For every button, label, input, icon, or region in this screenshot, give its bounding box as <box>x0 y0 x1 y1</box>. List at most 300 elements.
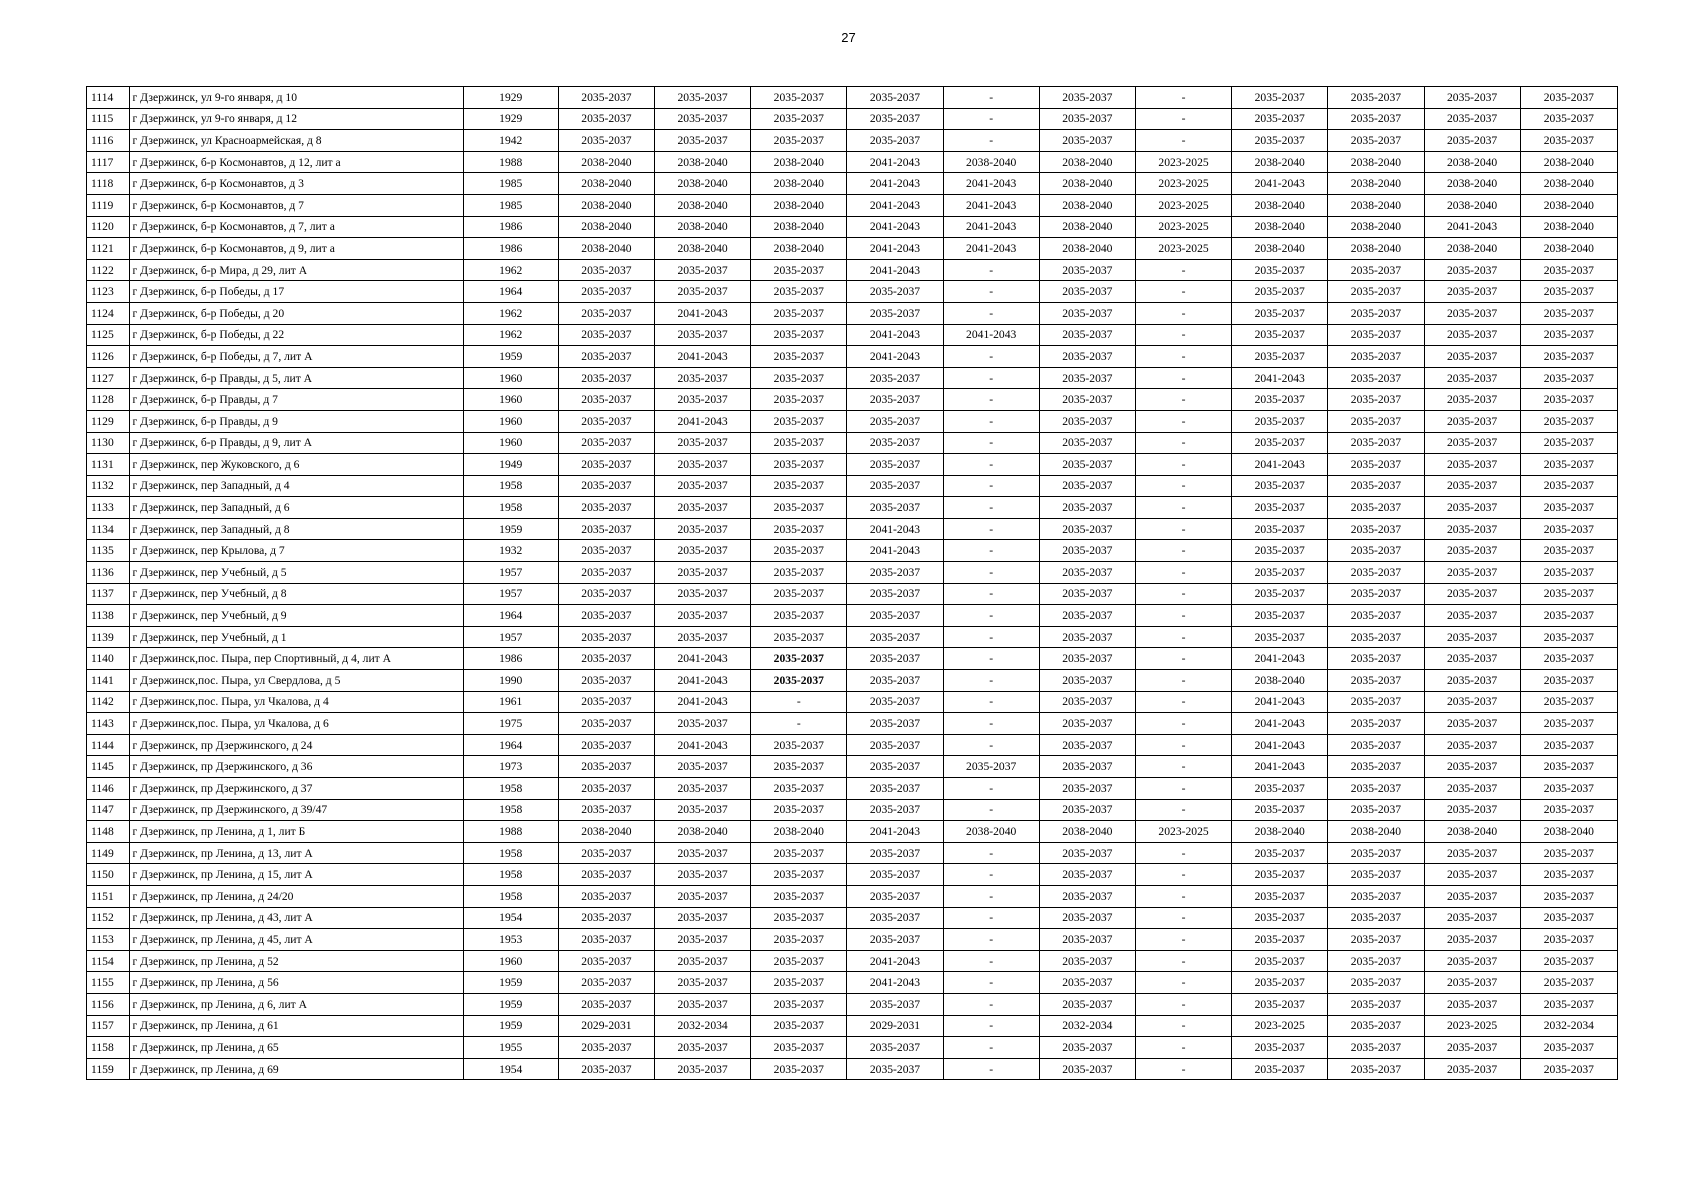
period-cell: 2035-2037 <box>1232 605 1328 627</box>
address-cell: г Дзержинск, б-р Правды, д 7 <box>129 389 463 411</box>
address-cell: г Дзержинск, б-р Мира, д 29, лит А <box>129 259 463 281</box>
table-row <box>87 648 1618 670</box>
period-cell: 2035-2037 <box>847 389 943 411</box>
address-cell: г Дзержинск, б-р Победы, д 22 <box>129 324 463 346</box>
period-cell: 2035-2037 <box>655 518 751 540</box>
period-cell: 2035-2037 <box>558 907 654 929</box>
period-cell: 2035-2037 <box>1424 799 1520 821</box>
period-cell: 2035-2037 <box>1328 1037 1424 1059</box>
period-cell: 2035-2037 <box>1520 907 1617 929</box>
table-row <box>87 1058 1618 1080</box>
period-cell: 2035-2037 <box>1520 130 1617 152</box>
year-cell: 1990 <box>463 670 558 692</box>
period-cell: - <box>943 993 1039 1015</box>
row-number-cell: 1136 <box>87 562 130 584</box>
address-cell: г Дзержинск, б-р Правды, д 9 <box>129 410 463 432</box>
period-cell: - <box>943 518 1039 540</box>
row-number-cell: 1137 <box>87 583 130 605</box>
period-cell: 2035-2037 <box>558 562 654 584</box>
period-cell: 2035-2037 <box>655 367 751 389</box>
row-number-cell: 1151 <box>87 885 130 907</box>
address-cell: г Дзержинск, пер Учебный, д 9 <box>129 605 463 627</box>
period-cell: - <box>1135 907 1231 929</box>
period-cell: 2035-2037 <box>1232 864 1328 886</box>
table-row <box>87 691 1618 713</box>
period-cell: 2035-2037 <box>1520 324 1617 346</box>
period-cell: 2035-2037 <box>1328 410 1424 432</box>
period-cell: 2035-2037 <box>558 367 654 389</box>
row-number-cell: 1141 <box>87 670 130 692</box>
period-cell: 2035-2037 <box>1232 993 1328 1015</box>
period-cell: - <box>1135 108 1231 130</box>
period-cell: 2035-2037 <box>1328 605 1424 627</box>
year-cell: 1964 <box>463 734 558 756</box>
period-cell: 2035-2037 <box>1039 432 1135 454</box>
row-number-cell: 1153 <box>87 929 130 951</box>
table-row <box>87 799 1618 821</box>
period-cell: 2041-2043 <box>655 670 751 692</box>
period-cell: 2035-2037 <box>1520 648 1617 670</box>
period-cell: 2038-2040 <box>751 821 847 843</box>
period-cell: 2035-2037 <box>751 950 847 972</box>
address-cell: г Дзержинск, б-р Космонавтов, д 12, лит а <box>129 151 463 173</box>
period-cell: 2035-2037 <box>558 713 654 735</box>
address-cell: г Дзержинск, б-р Победы, д 17 <box>129 281 463 303</box>
period-cell: - <box>1135 1015 1231 1037</box>
period-cell: 2035-2037 <box>655 626 751 648</box>
period-cell: 2035-2037 <box>751 907 847 929</box>
period-cell: 2038-2040 <box>1424 151 1520 173</box>
period-cell: 2035-2037 <box>751 87 847 109</box>
period-cell: 2035-2037 <box>1232 259 1328 281</box>
address-cell: г Дзержинск, пер Учебный, д 1 <box>129 626 463 648</box>
period-cell: 2035-2037 <box>558 259 654 281</box>
period-cell: 2035-2037 <box>1039 670 1135 692</box>
period-cell: - <box>943 346 1039 368</box>
table-row <box>87 497 1618 519</box>
period-cell: 2035-2037 <box>1232 410 1328 432</box>
period-cell: 2023-2025 <box>1135 821 1231 843</box>
year-cell: 1958 <box>463 778 558 800</box>
address-cell: г Дзержинск,пос. Пыра, ул Свердлова, д 5 <box>129 670 463 692</box>
period-cell: 2035-2037 <box>1520 1058 1617 1080</box>
period-cell: 2023-2025 <box>1232 1015 1328 1037</box>
period-cell: 2035-2037 <box>847 885 943 907</box>
year-cell: 1953 <box>463 929 558 951</box>
period-cell: 2035-2037 <box>1520 626 1617 648</box>
row-number-cell: 1142 <box>87 691 130 713</box>
period-cell: 2041-2043 <box>655 346 751 368</box>
period-cell: 2035-2037 <box>558 346 654 368</box>
period-cell: - <box>1135 648 1231 670</box>
period-cell: 2035-2037 <box>558 302 654 324</box>
row-number-cell: 1139 <box>87 626 130 648</box>
period-cell: - <box>943 562 1039 584</box>
period-cell: 2035-2037 <box>1039 626 1135 648</box>
period-cell: 2035-2037 <box>655 778 751 800</box>
period-cell: - <box>1135 432 1231 454</box>
period-cell: 2038-2040 <box>943 821 1039 843</box>
period-cell: 2035-2037 <box>847 281 943 303</box>
period-cell: 2035-2037 <box>751 799 847 821</box>
period-cell: 2035-2037 <box>1232 130 1328 152</box>
period-cell: 2035-2037 <box>1039 410 1135 432</box>
period-cell: 2035-2037 <box>751 583 847 605</box>
table-row <box>87 324 1618 346</box>
address-cell: г Дзержинск, пр Дзержинского, д 36 <box>129 756 463 778</box>
period-cell: 2035-2037 <box>1039 367 1135 389</box>
period-cell: 2035-2037 <box>1039 929 1135 951</box>
period-cell: 2035-2037 <box>1039 734 1135 756</box>
period-cell: 2035-2037 <box>1520 454 1617 476</box>
period-cell: 2035-2037 <box>1520 562 1617 584</box>
period-cell: 2035-2037 <box>1424 324 1520 346</box>
address-cell: г Дзержинск, пр Ленина, д 1, лит Б <box>129 821 463 843</box>
period-cell: 2035-2037 <box>1424 432 1520 454</box>
period-cell: 2035-2037 <box>655 389 751 411</box>
period-cell: 2035-2037 <box>1424 281 1520 303</box>
table-row <box>87 929 1618 951</box>
period-cell: 2035-2037 <box>751 993 847 1015</box>
row-number-cell: 1155 <box>87 972 130 994</box>
period-cell: - <box>943 972 1039 994</box>
period-cell: 2035-2037 <box>1232 972 1328 994</box>
period-cell: - <box>1135 302 1231 324</box>
period-cell: - <box>1135 389 1231 411</box>
period-cell: 2035-2037 <box>847 734 943 756</box>
period-cell: - <box>1135 324 1231 346</box>
period-cell: 2035-2037 <box>1039 346 1135 368</box>
period-cell: 2038-2040 <box>1520 216 1617 238</box>
row-number-cell: 1145 <box>87 756 130 778</box>
address-cell: г Дзержинск, ул 9-го января, д 12 <box>129 108 463 130</box>
table-row <box>87 842 1618 864</box>
period-cell: 2035-2037 <box>751 778 847 800</box>
period-cell: 2035-2037 <box>1039 885 1135 907</box>
period-cell: 2035-2037 <box>847 432 943 454</box>
period-cell: 2035-2037 <box>751 389 847 411</box>
period-cell: 2035-2037 <box>655 281 751 303</box>
period-cell: - <box>1135 993 1231 1015</box>
period-cell: 2035-2037 <box>751 648 847 670</box>
row-number-cell: 1118 <box>87 173 130 195</box>
table-row <box>87 454 1618 476</box>
period-cell: 2038-2040 <box>1328 151 1424 173</box>
period-cell: 2035-2037 <box>1328 929 1424 951</box>
period-cell: 2035-2037 <box>1520 108 1617 130</box>
year-cell: 1959 <box>463 993 558 1015</box>
period-cell: 2035-2037 <box>655 130 751 152</box>
year-cell: 1985 <box>463 173 558 195</box>
period-cell: 2038-2040 <box>1520 821 1617 843</box>
period-cell: 2035-2037 <box>558 885 654 907</box>
period-cell: 2038-2040 <box>1328 173 1424 195</box>
period-cell: 2035-2037 <box>558 540 654 562</box>
period-cell: - <box>1135 799 1231 821</box>
period-cell: 2035-2037 <box>751 842 847 864</box>
period-cell: 2035-2037 <box>655 842 751 864</box>
period-cell: 2035-2037 <box>1232 929 1328 951</box>
period-cell: 2035-2037 <box>751 324 847 346</box>
period-cell: 2035-2037 <box>1039 605 1135 627</box>
period-cell: 2035-2037 <box>847 497 943 519</box>
period-cell: 2035-2037 <box>1520 410 1617 432</box>
period-cell: 2035-2037 <box>655 259 751 281</box>
period-cell: 2035-2037 <box>1039 864 1135 886</box>
period-cell: 2035-2037 <box>1328 993 1424 1015</box>
period-cell: 2035-2037 <box>1232 540 1328 562</box>
period-cell: 2035-2037 <box>1039 562 1135 584</box>
period-cell: 2041-2043 <box>847 238 943 260</box>
table-row <box>87 734 1618 756</box>
period-cell: 2035-2037 <box>751 281 847 303</box>
row-number-cell: 1124 <box>87 302 130 324</box>
period-cell: 2035-2037 <box>1424 518 1520 540</box>
period-cell: 2035-2037 <box>1039 302 1135 324</box>
period-cell: 2035-2037 <box>1232 497 1328 519</box>
period-cell: 2035-2037 <box>1520 885 1617 907</box>
address-cell: г Дзержинск, пр Дзержинского, д 37 <box>129 778 463 800</box>
period-cell: 2023-2025 <box>1135 173 1231 195</box>
period-cell: 2035-2037 <box>1520 389 1617 411</box>
period-cell: 2035-2037 <box>558 734 654 756</box>
period-cell: 2035-2037 <box>1232 950 1328 972</box>
year-cell: 1959 <box>463 346 558 368</box>
period-cell: 2035-2037 <box>655 1037 751 1059</box>
period-cell: 2035-2037 <box>558 842 654 864</box>
period-cell: 2038-2040 <box>558 216 654 238</box>
period-cell: - <box>1135 410 1231 432</box>
period-cell: 2035-2037 <box>751 929 847 951</box>
address-cell: г Дзержинск, пр Ленина, д 24/20 <box>129 885 463 907</box>
period-cell: 2041-2043 <box>1232 367 1328 389</box>
period-cell: 2035-2037 <box>1039 1058 1135 1080</box>
table-row <box>87 87 1618 109</box>
period-cell: 2035-2037 <box>655 756 751 778</box>
period-cell: 2041-2043 <box>1232 713 1328 735</box>
period-cell: 2035-2037 <box>558 972 654 994</box>
period-cell: 2035-2037 <box>1039 389 1135 411</box>
year-cell: 1932 <box>463 540 558 562</box>
period-cell: 2035-2037 <box>1039 454 1135 476</box>
period-cell: 2035-2037 <box>1328 389 1424 411</box>
period-cell: 2035-2037 <box>1039 87 1135 109</box>
period-cell: - <box>1135 734 1231 756</box>
period-cell: 2035-2037 <box>1328 756 1424 778</box>
period-cell: 2035-2037 <box>1232 346 1328 368</box>
period-cell: - <box>943 302 1039 324</box>
period-cell: 2035-2037 <box>1328 475 1424 497</box>
period-cell: 2035-2037 <box>558 670 654 692</box>
address-cell: г Дзержинск, пр Ленина, д 52 <box>129 950 463 972</box>
address-cell: г Дзержинск, пр Ленина, д 69 <box>129 1058 463 1080</box>
period-cell: 2035-2037 <box>847 756 943 778</box>
period-cell: 2041-2043 <box>847 324 943 346</box>
page-number: 27 <box>841 30 856 45</box>
period-cell: 2035-2037 <box>943 756 1039 778</box>
row-number-cell: 1127 <box>87 367 130 389</box>
year-cell: 1988 <box>463 821 558 843</box>
period-cell: 2035-2037 <box>847 1037 943 1059</box>
period-cell: 2035-2037 <box>751 540 847 562</box>
period-cell: 2035-2037 <box>847 907 943 929</box>
period-cell: 2038-2040 <box>751 216 847 238</box>
year-cell: 1962 <box>463 324 558 346</box>
table-row <box>87 151 1618 173</box>
year-cell: 1988 <box>463 151 558 173</box>
period-cell: - <box>1135 605 1231 627</box>
address-cell: г Дзержинск, б-р Победы, д 7, лит А <box>129 346 463 368</box>
period-cell: 2035-2037 <box>1520 972 1617 994</box>
period-cell: - <box>1135 713 1231 735</box>
period-cell: 2035-2037 <box>751 670 847 692</box>
period-cell: 2035-2037 <box>1520 734 1617 756</box>
period-cell: 2035-2037 <box>1424 756 1520 778</box>
year-cell: 1954 <box>463 907 558 929</box>
period-cell: 2035-2037 <box>1039 993 1135 1015</box>
address-cell: г Дзержинск, б-р Правды, д 5, лит А <box>129 367 463 389</box>
period-cell: 2035-2037 <box>1328 799 1424 821</box>
period-cell: - <box>1135 626 1231 648</box>
period-cell: 2035-2037 <box>1424 864 1520 886</box>
period-cell: 2035-2037 <box>558 432 654 454</box>
period-cell: 2035-2037 <box>1232 885 1328 907</box>
period-cell: 2035-2037 <box>1328 87 1424 109</box>
period-cell: 2035-2037 <box>1328 1058 1424 1080</box>
period-cell: - <box>943 734 1039 756</box>
row-number-cell: 1158 <box>87 1037 130 1059</box>
period-cell: 2035-2037 <box>1520 713 1617 735</box>
period-cell: 2035-2037 <box>558 756 654 778</box>
address-cell: г Дзержинск, пр Дзержинского, д 24 <box>129 734 463 756</box>
period-cell: 2035-2037 <box>847 410 943 432</box>
period-cell: 2041-2043 <box>847 518 943 540</box>
period-cell: 2038-2040 <box>558 194 654 216</box>
year-cell: 1975 <box>463 713 558 735</box>
period-cell: 2035-2037 <box>1232 475 1328 497</box>
address-cell: г Дзержинск, пр Ленина, д 6, лит А <box>129 993 463 1015</box>
period-cell: 2035-2037 <box>558 648 654 670</box>
period-cell: 2035-2037 <box>1039 324 1135 346</box>
period-cell: - <box>1135 929 1231 951</box>
period-cell: 2035-2037 <box>1520 281 1617 303</box>
period-cell: - <box>943 1037 1039 1059</box>
table-row <box>87 130 1618 152</box>
period-cell: 2035-2037 <box>847 670 943 692</box>
period-cell: 2041-2043 <box>847 950 943 972</box>
row-number-cell: 1133 <box>87 497 130 519</box>
period-cell: 2035-2037 <box>558 410 654 432</box>
address-cell: г Дзержинск, пр Дзержинского, д 39/47 <box>129 799 463 821</box>
period-cell: - <box>751 713 847 735</box>
period-cell: - <box>751 691 847 713</box>
period-cell: 2041-2043 <box>943 324 1039 346</box>
row-number-cell: 1131 <box>87 454 130 476</box>
period-cell: 2035-2037 <box>1520 605 1617 627</box>
period-cell: 2035-2037 <box>1520 799 1617 821</box>
period-cell: 2035-2037 <box>1520 950 1617 972</box>
row-number-cell: 1116 <box>87 130 130 152</box>
period-cell: - <box>943 454 1039 476</box>
period-cell: 2035-2037 <box>655 540 751 562</box>
period-cell: - <box>1135 562 1231 584</box>
period-cell: 2035-2037 <box>558 691 654 713</box>
period-cell: 2035-2037 <box>1328 108 1424 130</box>
period-cell: - <box>943 497 1039 519</box>
table-row <box>87 972 1618 994</box>
period-cell: 2035-2037 <box>655 864 751 886</box>
period-cell: 2035-2037 <box>1232 281 1328 303</box>
period-cell: 2035-2037 <box>1424 972 1520 994</box>
period-cell: 2035-2037 <box>1424 562 1520 584</box>
period-cell: 2035-2037 <box>1424 475 1520 497</box>
table-row <box>87 389 1618 411</box>
period-cell: 2035-2037 <box>655 907 751 929</box>
period-cell: 2041-2043 <box>1232 734 1328 756</box>
period-cell: - <box>943 648 1039 670</box>
period-cell: 2035-2037 <box>1328 324 1424 346</box>
address-cell: г Дзержинск,пос. Пыра, ул Чкалова, д 6 <box>129 713 463 735</box>
period-cell: 2035-2037 <box>751 518 847 540</box>
period-cell: 2038-2040 <box>655 238 751 260</box>
period-cell: 2035-2037 <box>1520 475 1617 497</box>
period-cell: 2035-2037 <box>1232 302 1328 324</box>
period-cell: 2041-2043 <box>1232 648 1328 670</box>
period-cell: 2035-2037 <box>558 130 654 152</box>
period-cell: 2035-2037 <box>1328 346 1424 368</box>
period-cell: 2035-2037 <box>1328 864 1424 886</box>
period-cell: 2035-2037 <box>1039 583 1135 605</box>
row-number-cell: 1120 <box>87 216 130 238</box>
period-cell: 2035-2037 <box>847 778 943 800</box>
period-cell: 2035-2037 <box>1424 605 1520 627</box>
housing-registry-table <box>86 86 1618 1080</box>
period-cell: 2041-2043 <box>847 346 943 368</box>
period-cell: 2035-2037 <box>1520 583 1617 605</box>
table-row <box>87 432 1618 454</box>
period-cell: 2023-2025 <box>1135 238 1231 260</box>
period-cell: 2035-2037 <box>558 993 654 1015</box>
period-cell: 2038-2040 <box>751 151 847 173</box>
row-number-cell: 1114 <box>87 87 130 109</box>
period-cell: 2035-2037 <box>1328 540 1424 562</box>
period-cell: 2035-2037 <box>1424 713 1520 735</box>
year-cell: 1958 <box>463 799 558 821</box>
table-row <box>87 410 1618 432</box>
period-cell: 2035-2037 <box>847 799 943 821</box>
period-cell: 2035-2037 <box>558 108 654 130</box>
period-cell: 2035-2037 <box>558 864 654 886</box>
period-cell: 2038-2040 <box>751 194 847 216</box>
period-cell: - <box>943 670 1039 692</box>
table-row <box>87 713 1618 735</box>
period-cell: 2035-2037 <box>847 108 943 130</box>
period-cell: 2035-2037 <box>1424 691 1520 713</box>
period-cell: 2035-2037 <box>1328 670 1424 692</box>
period-cell: 2035-2037 <box>655 497 751 519</box>
year-cell: 1962 <box>463 302 558 324</box>
period-cell: 2038-2040 <box>655 821 751 843</box>
period-cell: 2035-2037 <box>1232 389 1328 411</box>
period-cell: 2035-2037 <box>1039 281 1135 303</box>
row-number-cell: 1128 <box>87 389 130 411</box>
period-cell: 2035-2037 <box>847 130 943 152</box>
period-cell: 2038-2040 <box>558 821 654 843</box>
period-cell: - <box>1135 497 1231 519</box>
period-cell: 2035-2037 <box>1232 562 1328 584</box>
period-cell: 2035-2037 <box>1520 691 1617 713</box>
period-cell: 2035-2037 <box>655 562 751 584</box>
